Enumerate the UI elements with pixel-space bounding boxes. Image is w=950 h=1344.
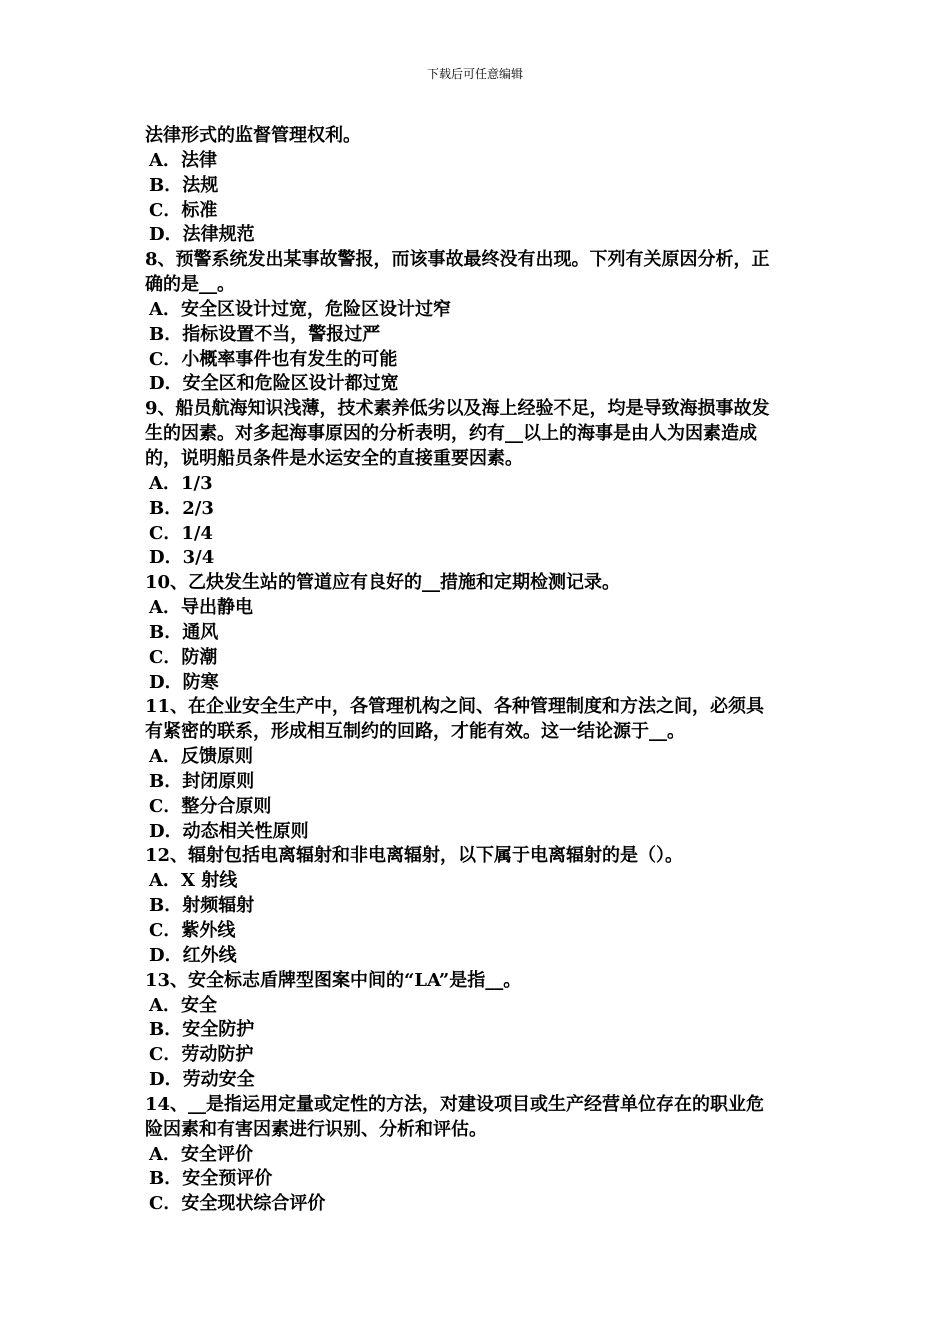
option-d (145, 671, 813, 696)
option-text: 射频辐射 (182, 895, 255, 917)
question-list (145, 248, 813, 1217)
option-text: 安全区设计过宽，危险区设计过窄 (180, 298, 451, 320)
option-d (145, 820, 813, 845)
option-text: 安全现状综合评价 (181, 1193, 326, 1215)
option-letter: C． (149, 795, 182, 817)
option-b (145, 323, 813, 348)
option-text: 3/4 (182, 547, 215, 569)
option-d (145, 546, 813, 571)
option-a (145, 994, 813, 1019)
option-letter: B． (149, 770, 183, 792)
option-letter: C． (149, 646, 182, 668)
option-b (145, 621, 813, 646)
option-letter: C． (149, 522, 182, 544)
question-block (145, 571, 813, 695)
option-text: 动态相关性原则 (182, 820, 309, 842)
option-letter: B． (149, 497, 183, 519)
option-text: 安全预评价 (182, 1168, 273, 1190)
document-body (145, 124, 813, 1217)
option-letter: D． (149, 671, 183, 693)
option-c (145, 1043, 813, 1068)
question-text-line: 险因素和有害因素进行识别、分析和评估。 (145, 1118, 487, 1140)
option-text: 劳动安全 (182, 1069, 255, 1091)
option-a (145, 298, 813, 323)
option-letter: A． (149, 870, 181, 892)
option-letter: C． (149, 348, 182, 370)
option-letter: A． (149, 1143, 181, 1165)
option-d: D．法律规范 (149, 224, 255, 246)
question-text-line: 12、辐射包括电离辐射和非电离辐射，以下属于电离辐射的是（）。 (145, 845, 684, 867)
question-text-line: 生的因素。对多起海事原因的分析表明，约有__以上的海事是由人为因素造成 (145, 423, 757, 445)
question-text-line: 9、船员航海知识浅薄，技术素养低劣以及海上经验不足，均是导致海损事故发 (145, 398, 770, 420)
option-letter: D． (149, 1069, 183, 1091)
option-text: X 射线 (180, 870, 238, 892)
option-letter: A． (149, 298, 181, 320)
option-letter: C． (149, 1044, 182, 1066)
option-b (145, 770, 813, 795)
question-text-line: 11、在企业安全生产中，各管理机构之间、各种管理制度和方法之间，必须具 (145, 696, 765, 718)
question-block (145, 397, 813, 571)
option-b (145, 1018, 813, 1043)
option-b: B．法规 (149, 174, 219, 196)
option-text: 防潮 (181, 646, 218, 668)
option-text: 紫外线 (181, 920, 236, 941)
page-header (0, 66, 950, 82)
option-letter: D． (149, 944, 183, 966)
option-letter: D． (149, 373, 183, 395)
option-text: 通风 (182, 621, 219, 643)
intro-text: 法律形式的监督管理权利。 (145, 125, 361, 146)
header-text: 下载后可任意编辑 (426, 67, 523, 81)
option-text: 导出静电 (180, 597, 253, 619)
question-text-line: 8、预警系统发出某事故警报，而该事故最终没有出现。下列有关原因分析，正 (145, 249, 770, 271)
option-d (145, 372, 813, 397)
option-a (145, 472, 813, 497)
question-text-line: 14、__是指运用定量或定性的方法，对建设项目或生产经营单位存在的职业危 (145, 1093, 765, 1115)
option-text: 红外线 (182, 944, 237, 966)
option-letter: A． (149, 472, 181, 494)
intro-options (145, 149, 813, 248)
option-text: 安全 (180, 994, 217, 1016)
question-block (145, 969, 813, 1093)
option-letter: A． (149, 597, 181, 619)
option-b (145, 497, 813, 522)
option-text: 2/3 (182, 497, 214, 519)
option-c (145, 919, 813, 944)
option-c (145, 522, 813, 547)
option-text: 整分合原则 (181, 795, 272, 817)
option-text: 指标设置不当，警报过严 (182, 323, 381, 345)
option-text: 封闭原则 (182, 770, 255, 792)
option-a (145, 745, 813, 770)
question-text-line: 的，说明船员条件是水运安全的直接重要因素。 (145, 447, 523, 469)
option-letter: D． (149, 820, 183, 842)
option-text: 安全防护 (182, 1019, 255, 1041)
option-letter: B． (149, 1168, 183, 1190)
option-c (145, 1192, 813, 1217)
question-text-line: 10、乙炔发生站的管道应有良好的__措施和定期检测记录。 (145, 572, 621, 594)
option-letter: D． (149, 547, 183, 569)
option-a: A．法律 (149, 149, 217, 171)
option-letter: A． (149, 746, 181, 768)
option-a (145, 869, 813, 894)
option-text: 安全区和危险区设计都过宽 (182, 373, 399, 395)
option-text: 小概率事件也有发生的可能 (181, 348, 398, 370)
option-letter: B． (149, 621, 183, 643)
option-text: 防寒 (182, 671, 219, 693)
question-text-line: 确的是__。 (145, 274, 235, 296)
question-block (145, 248, 813, 397)
question-block (145, 1093, 813, 1217)
option-text: 安全评价 (180, 1143, 253, 1165)
option-c: C．标准 (149, 199, 218, 221)
option-text: 反馈原则 (180, 746, 253, 768)
option-a (145, 1143, 813, 1168)
option-text: 1/3 (180, 472, 213, 494)
option-a (145, 596, 813, 621)
option-letter: A． (149, 994, 181, 1016)
option-b (145, 1167, 813, 1192)
option-text: 劳动防护 (181, 1044, 254, 1066)
option-c (145, 795, 813, 820)
option-letter: C． (149, 1193, 182, 1215)
question-text-line: 有紧密的联系，形成相互制约的回路，才能有效。这一结论源于__。 (145, 721, 685, 743)
option-d (145, 1068, 813, 1093)
option-text: 1/4 (181, 522, 213, 544)
option-c (145, 348, 813, 373)
option-letter: B． (149, 1019, 183, 1041)
option-letter: C． (149, 920, 182, 941)
question-block (145, 695, 813, 844)
option-c (145, 646, 813, 671)
option-d (145, 944, 813, 969)
option-b (145, 894, 813, 919)
option-letter: B． (149, 323, 183, 345)
question-block (145, 844, 813, 968)
question-text-line: 13、安全标志盾牌型图案中间的“LA”是指__。 (145, 969, 522, 991)
option-letter: B． (149, 895, 183, 917)
